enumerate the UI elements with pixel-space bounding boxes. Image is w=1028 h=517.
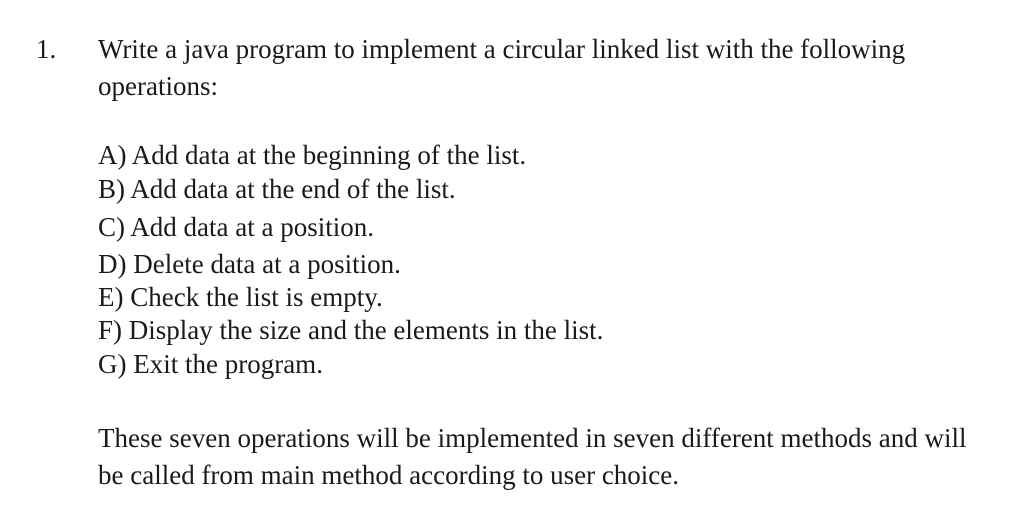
operation-item-g: G) Exit the program. <box>98 349 323 379</box>
operation-item-b: B) Add data at the end of the list. <box>98 174 456 204</box>
operation-item-c: C) Add data at a position. <box>98 212 374 242</box>
operation-item-e: E) Check the list is empty. <box>98 282 383 312</box>
question-number: 1. <box>36 34 57 64</box>
operation-item-d: D) Delete data at a position. <box>98 249 401 279</box>
operation-item-f: F) Display the size and the elements in the list. <box>98 315 604 345</box>
question-prompt: Write a java program to implement a circular linked list with the following operations: <box>98 34 906 101</box>
closing-paragraph: These seven operations will be implemented in seven different methods and will be called from main method according to user choice. <box>98 423 967 490</box>
operation-item-a: A) Add data at the beginning of the list. <box>98 140 527 170</box>
